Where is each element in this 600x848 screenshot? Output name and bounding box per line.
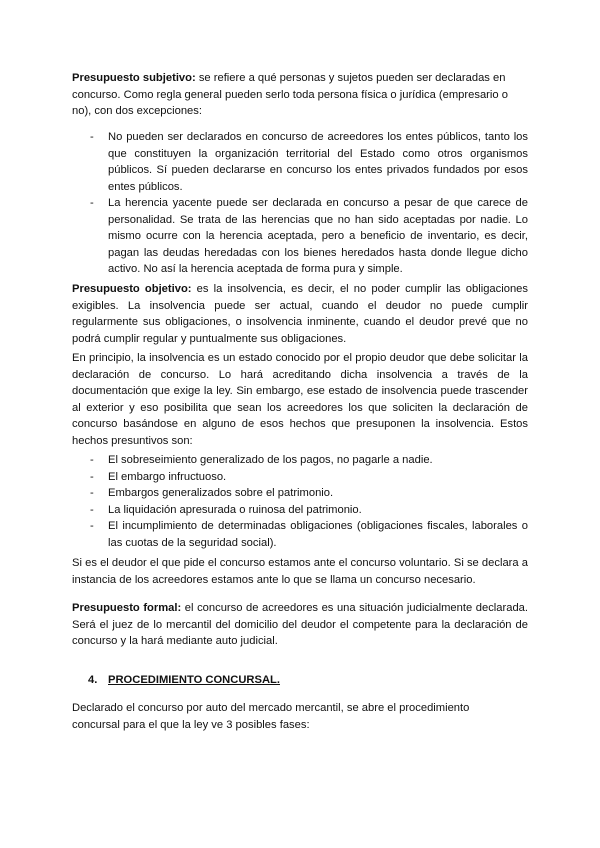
dash-bullet: - [90, 520, 94, 532]
procedimiento-paragraph [72, 700, 492, 733]
concurso-voluntario-text: Si es el deudor el que pide el concurso estamos ante el concurso voluntario. Si se declara a instancia de los acreedores estamos ante lo que se llama un concurso necesario. [72, 557, 528, 586]
list-item-text: El sobreseimiento generalizado de los pagos, no pagarle a nadie. [108, 454, 433, 466]
section-number: 4. [88, 674, 98, 686]
list-item-text: No pueden ser declarados en concurso de acreedores los entes públicos, tanto los que constituyen la organización territorial del Estado como otros organismos públicos. Sí pueden declararse en concurso los entes privados fundados por esos entes públicos. [108, 131, 528, 193]
presupuesto-subjetivo-text: se refiere a qué personas y sujetos pueden ser declaradas en concurso. Como regla general pueden serlo toda persona física o jurídica (empresario o no), con dos excepciones: [72, 72, 508, 117]
presupuesto-formal-text: el concurso de acreedores es una situación judicialmente declarada. Será el juez de lo mercantil del domicilio del deudor el competente para la declaración de concurso y la hará mediante auto judicial. [72, 602, 528, 647]
list-item-text: El incumplimiento de determinadas obligaciones (obligaciones fiscales, laborales o las cuotas de la seguridad social). [108, 520, 528, 549]
list-item-text: El embargo infructuoso. [108, 470, 227, 483]
list-item [72, 195, 528, 278]
hechos-presuntivos-list [72, 452, 528, 551]
list-item [72, 452, 528, 469]
concurso-voluntario-paragraph [72, 555, 528, 588]
presupuesto-formal-paragraph [72, 600, 528, 650]
excepciones-list-container [72, 129, 528, 278]
dash-bullet: - [90, 470, 94, 483]
list-item [72, 502, 528, 519]
list-item [72, 518, 528, 551]
presupuesto-objetivo-text: es la insolvencia, es decir, el no poder cumplir las obligaciones exigibles. La insolvencia puede ser actual, cuando el deudor no puede cumplir regularmente sus obligaciones, o insolvencia inminente, cuando el deudor prevé que no podrá cumplir regular y puntualmente sus obligaciones. [72, 283, 528, 345]
dash-bullet: - [90, 197, 94, 209]
procedimiento-text: Declarado el concurso por auto del mercado mercantil, se abre el procedimiento concursal para el que la ley ve 3 posibles fases: [72, 702, 470, 731]
insolvencia-text: En principio, la insolvencia es un estado conocido por el propio deudor que debe solicitar la declaración de concurso. Lo hará acreditando dicha insolvencia a través de la documentación que exige la ley. Sin embargo, ese estado de insolvencia puede trascender al exterior y eso posibilita que sean los acreedores los que soliciten la declaración de concurso basándose en alguno de esos hechos que presuponen la insolvencia. Estos hechos presuntivos son: [72, 352, 528, 447]
section-title: PROCEDIMIENTO CONCURSAL. [108, 674, 280, 686]
presupuesto-formal-label: Presupuesto formal: [72, 602, 182, 614]
hechos-list-container [72, 452, 528, 551]
dash-bullet: - [90, 503, 94, 516]
list-item-text: Embargos generalizados sobre el patrimonio. [108, 487, 334, 499]
presupuesto-subjetivo-paragraph [72, 70, 528, 120]
excepciones-list [72, 129, 528, 278]
presupuesto-objetivo-paragraph [72, 281, 528, 347]
list-item [72, 469, 528, 486]
list-item [72, 129, 528, 195]
insolvencia-paragraph [72, 350, 528, 449]
list-item-text: La liquidación apresurada o ruinosa del patrimonio. [108, 503, 362, 516]
list-item-text: La herencia yacente puede ser declarada en concurso a pesar de que carece de personalidad. Se trata de las herencias que no han sido aceptadas por nadie. Lo mismo ocurre con la herencia aceptada, pero a beneficio de inventario, es decir, pagan las deudas heredadas con los bienes heredados hasta donde llegue dicho activo. No así la herencia aceptada de forma pura y simple. [108, 197, 528, 275]
section-heading [88, 672, 280, 689]
list-item [72, 485, 528, 502]
presupuesto-subjetivo-label: Presupuesto subjetivo: [72, 72, 196, 84]
dash-bullet: - [90, 454, 94, 466]
dash-bullet: - [90, 487, 94, 499]
presupuesto-objetivo-label: Presupuesto objetivo: [72, 283, 192, 295]
dash-bullet: - [90, 131, 94, 143]
